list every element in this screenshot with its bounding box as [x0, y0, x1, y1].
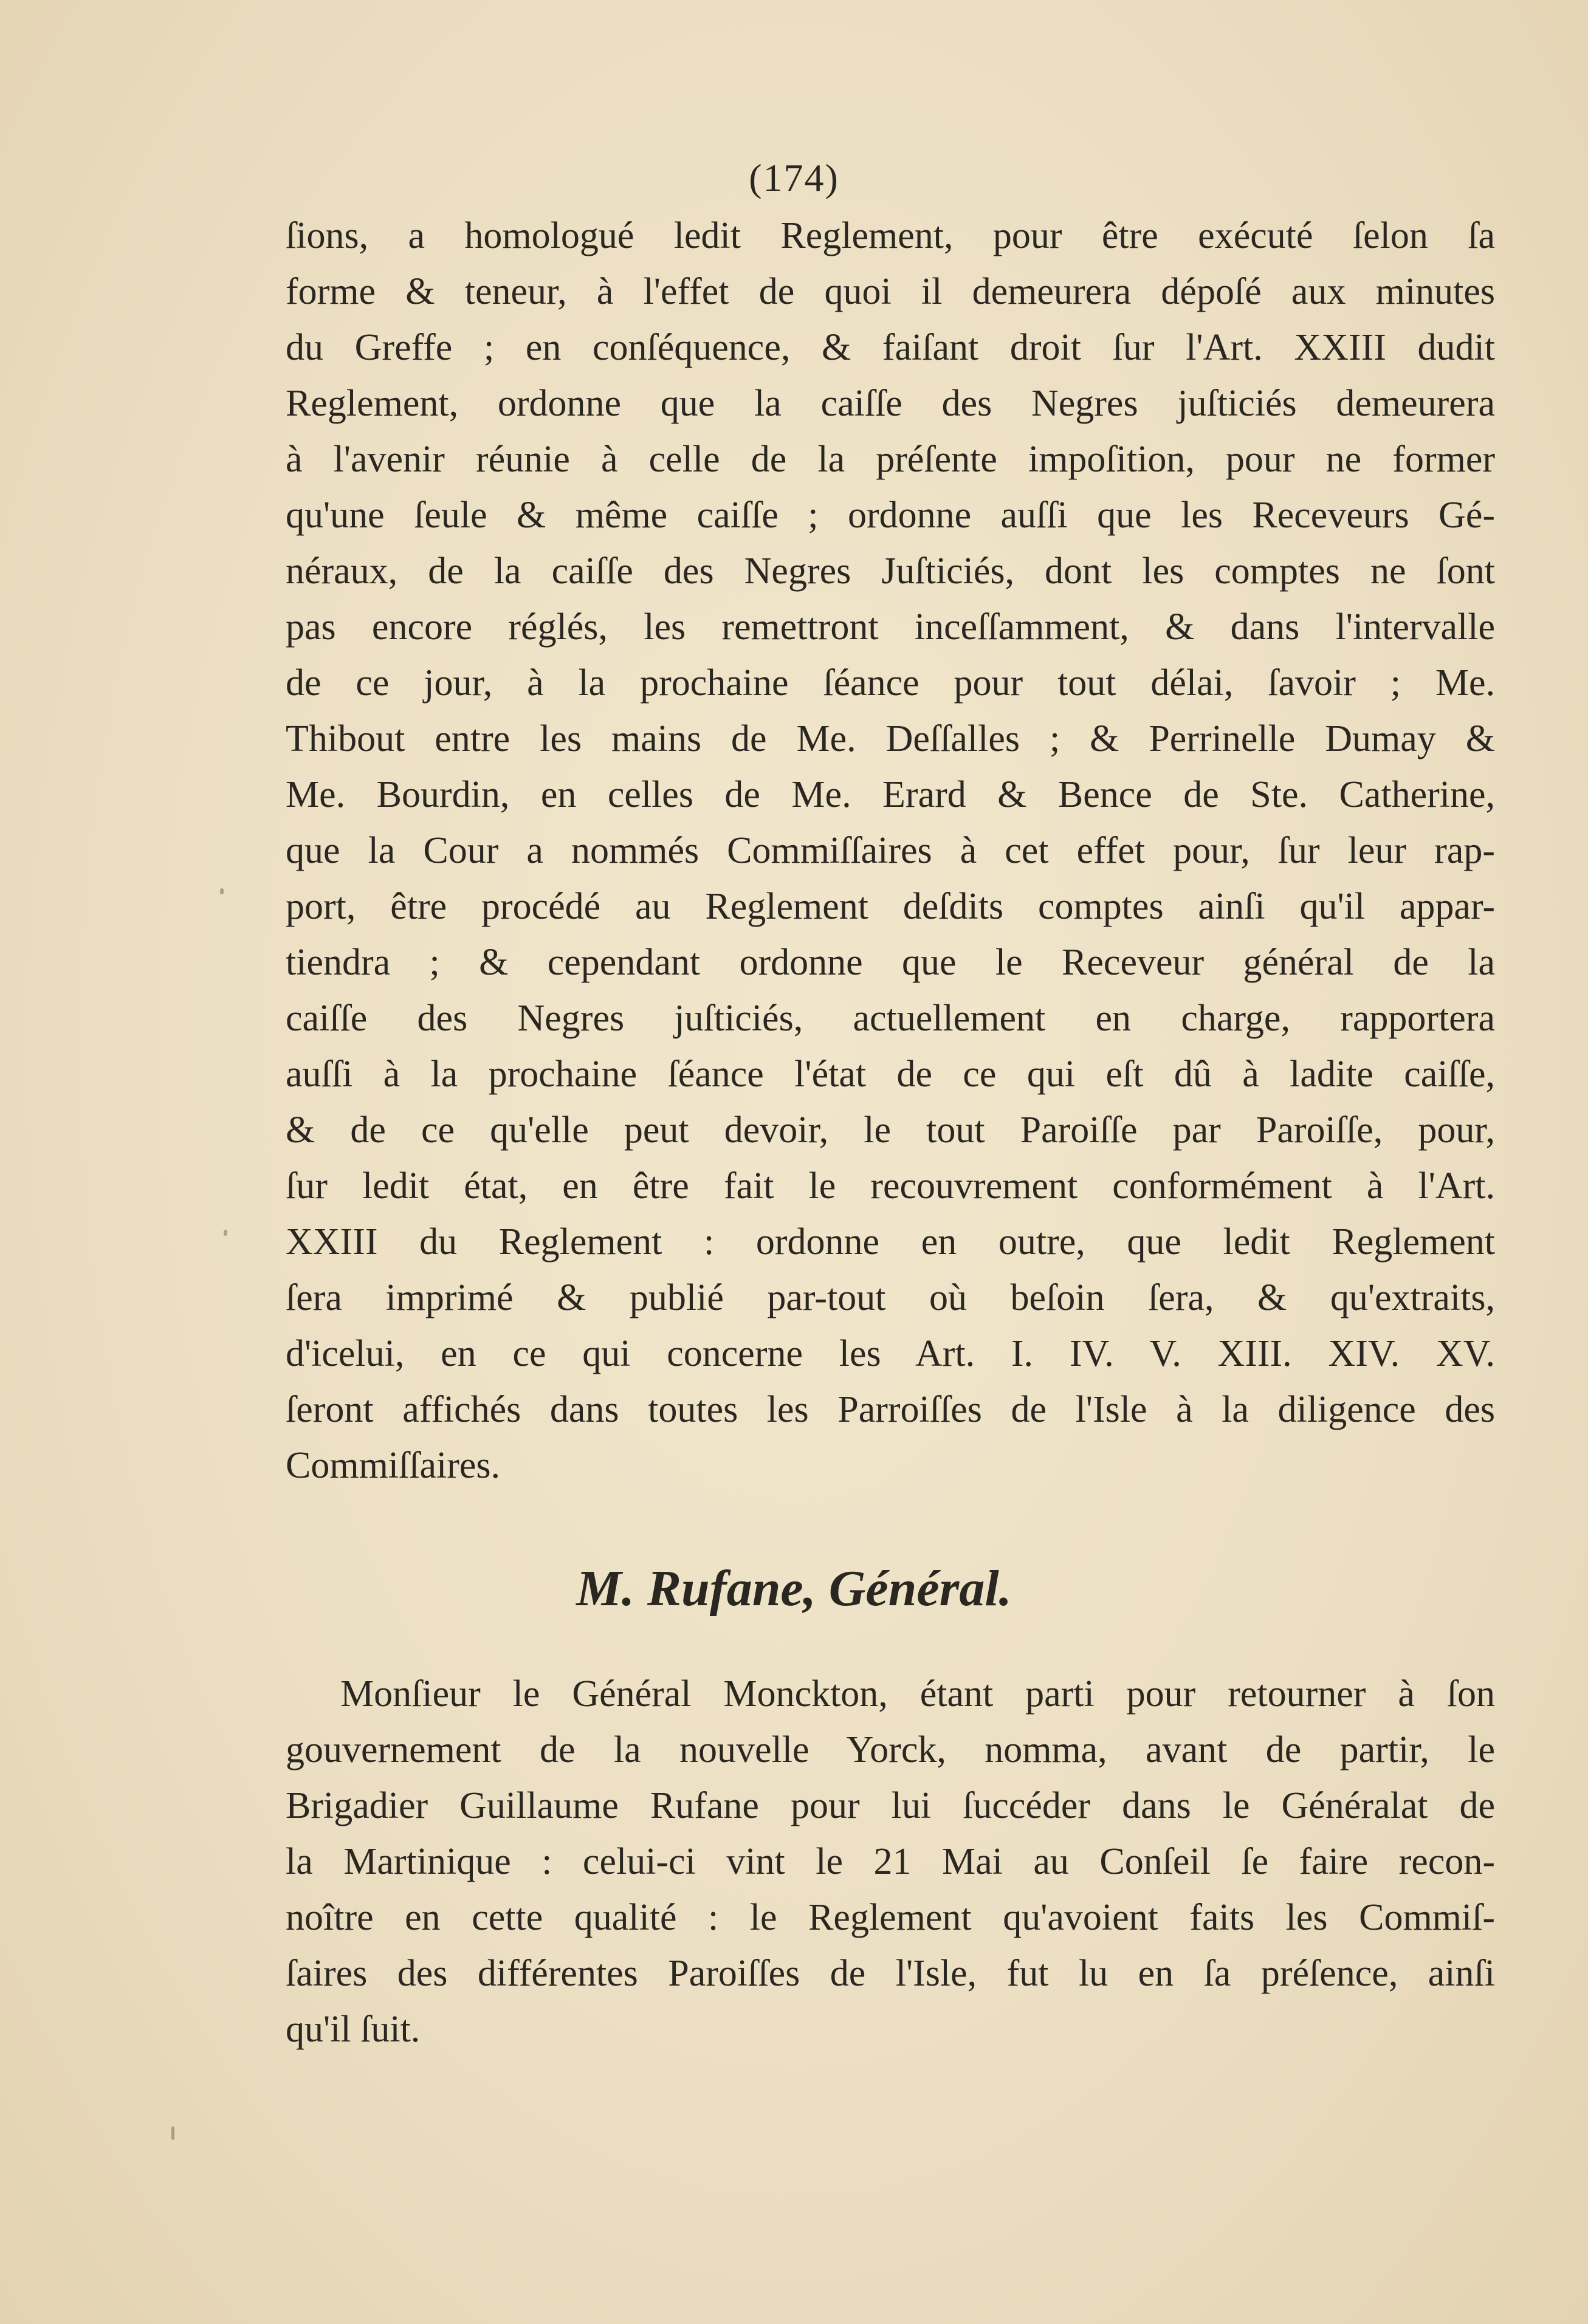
text-line: noître en cette qualité : le Reglement qu'avoient faits les Commiſ-: [286, 1897, 1495, 1938]
section-heading: M. Rufane, Général.: [576, 1560, 1012, 1617]
ink-speck: [220, 888, 224, 894]
text-line: gouvernement de la nouvelle Yorck, nomma, avant de partir, le: [286, 1729, 1495, 1770]
text-line: auſſi à la prochaine ſéance l'état de ce qui eſt dû à ladite caiſſe,: [286, 1054, 1495, 1095]
text-line: ſera imprimé & publié par-tout où beſoin ſera, & qu'extraits,: [286, 1277, 1495, 1318]
text-line: de ce jour, à la prochaine ſéance pour tout délai, ſavoir ; Me.: [286, 662, 1495, 704]
text-line: que la Cour a nommés Commiſſaires à cet effet pour, ſur leur rap-: [286, 830, 1495, 871]
paragraph-decree: [286, 208, 1495, 1493]
text-line: Reglement, ordonne que la caiſſe des Negres juſticiés demeurera: [286, 383, 1495, 424]
text-line: Monſieur le Général Monckton, étant parti pour retourner à ſon: [340, 1673, 1495, 1715]
text-line: à l'avenir réunie à celle de la préſente impoſition, pour ne former: [286, 439, 1495, 480]
text-line: qu'une ſeule & même caiſſe ; ordonne auſſi que les Receveurs Gé-: [286, 495, 1495, 536]
text-line: ſeront affichés dans toutes les Parroiſſes de l'Isle à la diligence des: [286, 1389, 1495, 1430]
text-line: Brigadier Guillaume Rufane pour lui ſuccéder dans le Généralat de: [286, 1785, 1495, 1826]
text-line: ſur ledit état, en être fait le recouvrement conformément à l'Art.: [286, 1165, 1495, 1207]
text-line: Commiſſaires.: [286, 1445, 501, 1486]
text-line: d'icelui, en ce qui concerne les Art. I. IV. V. XIII. XIV. XV.: [286, 1333, 1495, 1374]
text-line: la Martinique : celui-ci vint le 21 Mai au Conſeil ſe faire recon-: [286, 1841, 1495, 1882]
text-line: caiſſe des Negres juſticiés, actuellement en charge, rapportera: [286, 998, 1495, 1039]
text-line: néraux, de la caiſſe des Negres Juſticiés, dont les comptes ne ſont: [286, 550, 1495, 592]
ink-speck: [224, 1230, 227, 1236]
page-number: (174): [749, 156, 839, 199]
text-line: pas encore réglés, les remettront inceſſamment, & dans l'intervalle: [286, 606, 1495, 648]
text-line: du Greffe ; en conſéquence, & faiſant droit ſur l'Art. XXIII dudit: [286, 327, 1495, 368]
text-line: port, être procédé au Reglement deſdits comptes ainſi qu'il appar-: [286, 886, 1495, 927]
text-line: forme & teneur, à l'effet de quoi il demeurera dépoſé aux minutes: [286, 271, 1495, 312]
text-line: ſions, a homologué ledit Reglement, pour être exécuté ſelon ſa: [286, 215, 1495, 256]
ink-speck: [171, 2127, 174, 2140]
text-line: XXIII du Reglement : ordonne en outre, que ledit Reglement: [286, 1221, 1495, 1263]
text-line: & de ce qu'elle peut devoir, le tout Paroiſſe par Paroiſſe, pour,: [286, 1109, 1495, 1151]
text-line: Me. Bourdin, en celles de Me. Erard & Bence de Ste. Catherine,: [286, 774, 1495, 815]
text-line: qu'il ſuit.: [286, 2009, 421, 2050]
text-line: ſaires des différentes Paroiſſes de l'Isle, fut lu en ſa préſence, ainſi: [286, 1953, 1495, 1994]
text-line: tiendra ; & cependant ordonne que le Receveur général de la: [286, 942, 1495, 983]
paragraph-rufane: [286, 1666, 1495, 2057]
text-line: Thibout entre les mains de Me. Deſſalles ; & Perrinelle Dumay &: [286, 718, 1495, 759]
